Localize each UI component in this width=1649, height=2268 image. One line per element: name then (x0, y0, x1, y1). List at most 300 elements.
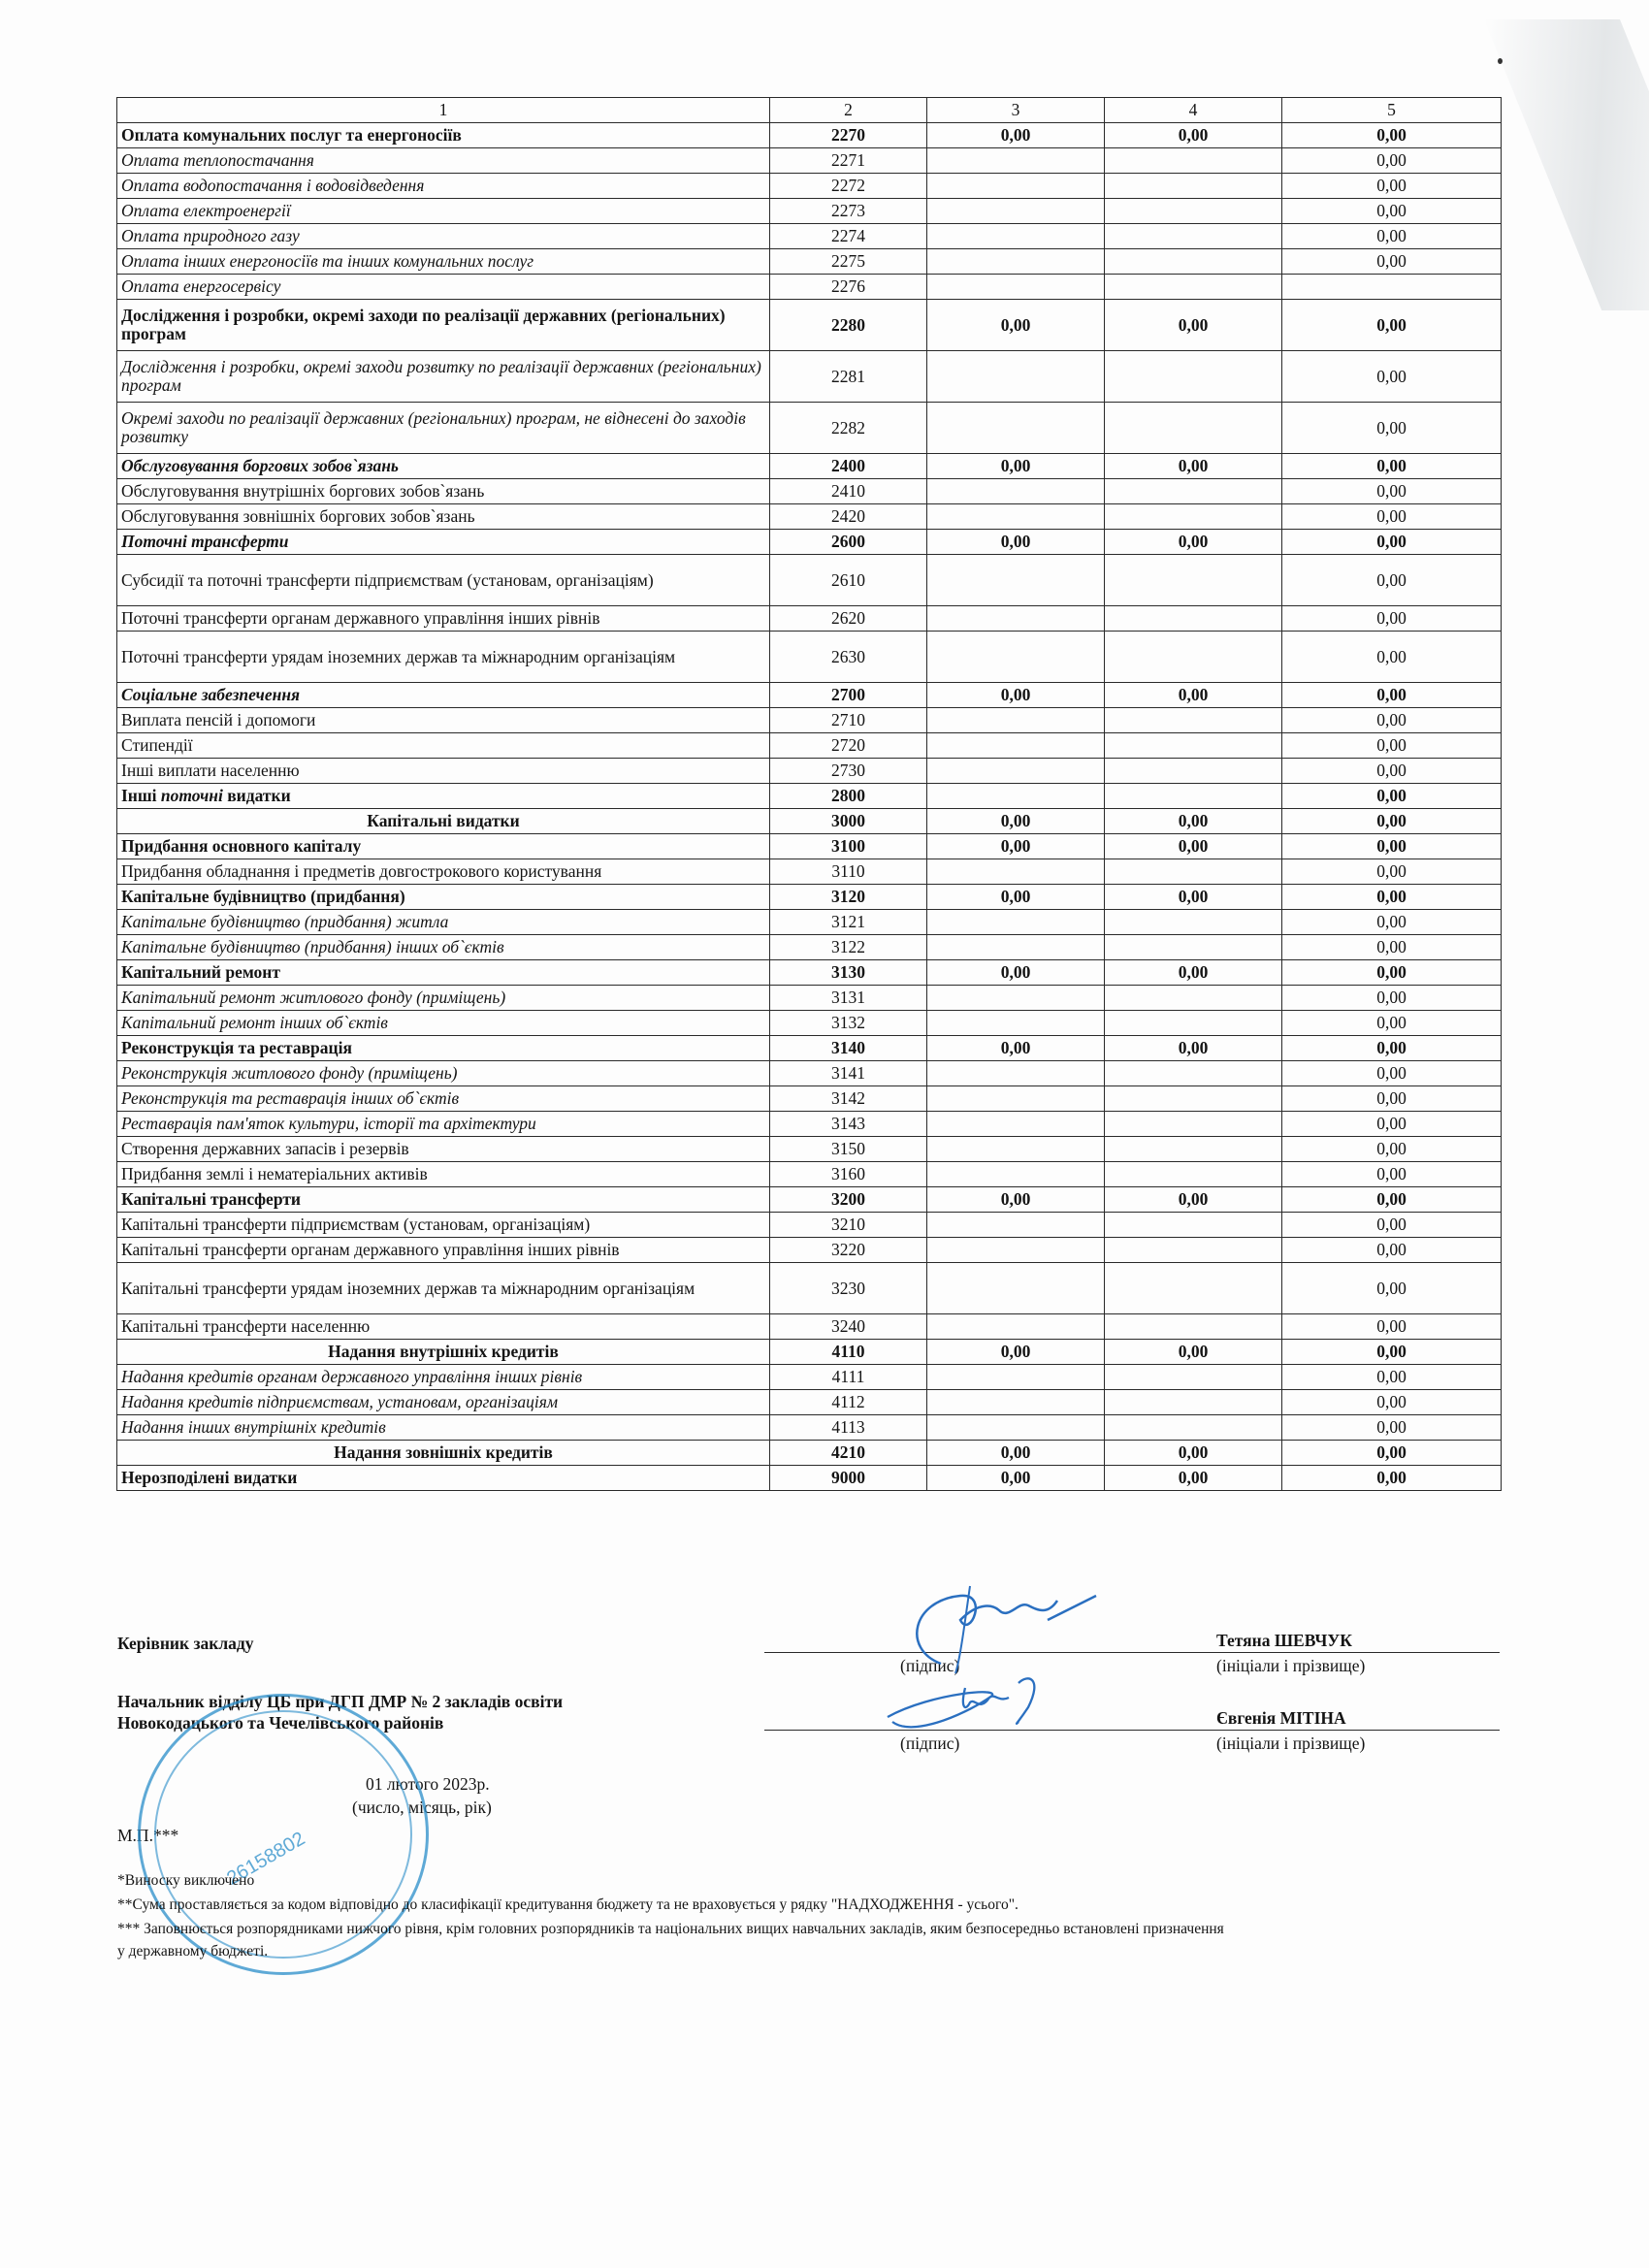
row-value-col5: 0,00 (1282, 1314, 1502, 1340)
column-header: 5 (1282, 98, 1502, 123)
row-name: Оплата природного газу (117, 224, 770, 249)
table-row (117, 1340, 1502, 1365)
row-value-col3: 0,00 (927, 123, 1105, 148)
row-code: 3131 (770, 986, 927, 1011)
row-name: Капітальні трансферти населенню (117, 1314, 770, 1340)
table-row (117, 555, 1502, 606)
row-value-col5: 0,00 (1282, 174, 1502, 199)
table-row (117, 275, 1502, 300)
row-value-col3: 0,00 (927, 1441, 1105, 1466)
row-name: Обслуговування боргових зобов`язань (117, 454, 770, 479)
row-value-col4 (1105, 935, 1282, 960)
row-code: 3132 (770, 1011, 927, 1036)
row-code: 2280 (770, 300, 927, 351)
row-value-col3 (927, 1086, 1105, 1112)
row-value-col5: 0,00 (1282, 1137, 1502, 1162)
table-row (117, 1390, 1502, 1415)
row-value-col5: 0,00 (1282, 1390, 1502, 1415)
row-value-col5: 0,00 (1282, 1263, 1502, 1314)
row-value-col5: 0,00 (1282, 1365, 1502, 1390)
head-name: Тетяна ШЕВЧУК (1216, 1631, 1352, 1650)
row-name: Поточні трансферти (117, 530, 770, 555)
row-value-col3 (927, 1112, 1105, 1137)
row-name: Оплата комунальних послуг та енергоносіїв (117, 123, 770, 148)
footnote-3: *** Заповнюється розпорядниками нижчого рівня, крім головних розпорядників та національних вищих навчальних закладів, яким безпосередньо встановлені призначення (117, 1921, 1224, 1937)
row-code: 3100 (770, 834, 927, 859)
row-name: Реконструкція та реставрація інших об`єктів (117, 1086, 770, 1112)
table-row (117, 351, 1502, 403)
row-value-col5: 0,00 (1282, 1086, 1502, 1112)
row-value-col3 (927, 632, 1105, 683)
row-name: Субсидії та поточні трансферти підприємствам (установам, організаціям) (117, 555, 770, 606)
row-code: 3143 (770, 1112, 927, 1137)
row-value-col3: 0,00 (927, 885, 1105, 910)
row-value-col5: 0,00 (1282, 733, 1502, 759)
row-value-col4 (1105, 148, 1282, 174)
row-value-col5: 0,00 (1282, 1112, 1502, 1137)
row-name: Надання кредитів органам державного управління інших рівнів (117, 1365, 770, 1390)
row-value-col5: 0,00 (1282, 683, 1502, 708)
accountant-title-line1: Начальник відділу ЦБ при ДГП ДМР № 2 закладів освіти (117, 1692, 564, 1711)
table-row (117, 1213, 1502, 1238)
row-name: Створення державних запасів і резервів (117, 1137, 770, 1162)
row-value-col4 (1105, 1112, 1282, 1137)
table-row (117, 809, 1502, 834)
row-code: 3230 (770, 1263, 927, 1314)
row-value-col4 (1105, 910, 1282, 935)
row-value-col5 (1282, 275, 1502, 300)
row-name: Придбання землі і нематеріальних активів (117, 1162, 770, 1187)
row-value-col4 (1105, 708, 1282, 733)
row-name: Капітальний ремонт житлового фонду (приміщень) (117, 986, 770, 1011)
row-name-part: Інші (121, 786, 161, 805)
row-value-col5: 0,00 (1282, 1415, 1502, 1441)
row-value-col3: 0,00 (927, 1340, 1105, 1365)
column-header: 3 (927, 98, 1105, 123)
row-code: 2272 (770, 174, 927, 199)
row-value-col4 (1105, 403, 1282, 454)
table-row (117, 1466, 1502, 1491)
row-value-col3 (927, 249, 1105, 275)
row-name-part: поточні (160, 786, 228, 805)
row-value-col4 (1105, 504, 1282, 530)
row-code: 3121 (770, 910, 927, 935)
row-value-col3: 0,00 (927, 683, 1105, 708)
row-value-col3: 0,00 (927, 1036, 1105, 1061)
row-name: Капітальні трансферти підприємствам (установам, організаціям) (117, 1213, 770, 1238)
row-value-col5: 0,00 (1282, 1162, 1502, 1187)
row-code: 3120 (770, 885, 927, 910)
row-name: Оплата енергосервісу (117, 275, 770, 300)
row-value-col3 (927, 504, 1105, 530)
row-name: Капітальний ремонт (117, 960, 770, 986)
row-name: Поточні трансферти урядам іноземних держав та міжнародним організаціям (117, 632, 770, 683)
table-row (117, 1238, 1502, 1263)
head-signature-caption: (підпис) (900, 1656, 960, 1675)
row-value-col5: 0,00 (1282, 403, 1502, 454)
row-value-col5: 0,00 (1282, 910, 1502, 935)
table-row (117, 1086, 1502, 1112)
row-value-col4: 0,00 (1105, 1340, 1282, 1365)
row-value-col3 (927, 1314, 1105, 1340)
row-value-col4: 0,00 (1105, 683, 1282, 708)
row-value-col3 (927, 733, 1105, 759)
row-code: 2271 (770, 148, 927, 174)
row-value-col3: 0,00 (927, 1466, 1105, 1491)
row-value-col3: 0,00 (927, 1187, 1105, 1213)
row-value-col3 (927, 479, 1105, 504)
row-value-col5: 0,00 (1282, 759, 1502, 784)
table-row (117, 910, 1502, 935)
row-value-col4: 0,00 (1105, 885, 1282, 910)
row-value-col4 (1105, 479, 1282, 504)
row-name: Стипендії (117, 733, 770, 759)
table-row (117, 403, 1502, 454)
row-value-col3 (927, 910, 1105, 935)
accountant-signature-caption: (підпис) (900, 1733, 960, 1753)
table-row (117, 1061, 1502, 1086)
table-row (117, 1137, 1502, 1162)
row-value-col4 (1105, 555, 1282, 606)
row-name: Капітальне будівництво (придбання) інших об`єктів (117, 935, 770, 960)
row-value-col4 (1105, 1011, 1282, 1036)
accountant-name-caption: (ініціали і прізвище) (1216, 1733, 1366, 1753)
column-header: 4 (1105, 98, 1282, 123)
row-value-col4 (1105, 249, 1282, 275)
row-name: Придбання обладнання і предметів довгострокового користування (117, 859, 770, 885)
row-code: 3122 (770, 935, 927, 960)
seal-label: М.П.*** (117, 1826, 179, 1845)
row-code: 3130 (770, 960, 927, 986)
row-name (117, 784, 770, 809)
row-value-col3 (927, 859, 1105, 885)
row-value-col4 (1105, 199, 1282, 224)
row-name: Капітальні трансферти урядам іноземних держав та міжнародним організаціям (117, 1263, 770, 1314)
row-value-col5: 0,00 (1282, 300, 1502, 351)
row-code: 3200 (770, 1187, 927, 1213)
table-row (117, 479, 1502, 504)
row-code: 3150 (770, 1137, 927, 1162)
row-value-col5: 0,00 (1282, 148, 1502, 174)
row-value-col3: 0,00 (927, 454, 1105, 479)
row-value-col3 (927, 1137, 1105, 1162)
row-code: 2610 (770, 555, 927, 606)
row-value-col4 (1105, 759, 1282, 784)
table-row (117, 960, 1502, 986)
row-value-col3 (927, 986, 1105, 1011)
row-value-col4: 0,00 (1105, 1441, 1282, 1466)
row-value-col5: 0,00 (1282, 986, 1502, 1011)
row-value-col4 (1105, 275, 1282, 300)
row-value-col4: 0,00 (1105, 809, 1282, 834)
row-value-col5: 0,00 (1282, 249, 1502, 275)
row-name: Обслуговування внутрішніх боргових зобов`язань (117, 479, 770, 504)
row-code: 2276 (770, 275, 927, 300)
row-value-col3 (927, 1061, 1105, 1086)
row-value-col5: 0,00 (1282, 859, 1502, 885)
row-value-col4: 0,00 (1105, 834, 1282, 859)
accountant-signature-icon (873, 1669, 1096, 1746)
table-row (117, 148, 1502, 174)
row-value-col3: 0,00 (927, 530, 1105, 555)
row-code: 2700 (770, 683, 927, 708)
accountant-name: Євгенія МІТІНА (1216, 1708, 1346, 1728)
row-value-col4 (1105, 1263, 1282, 1314)
row-name: Надання кредитів підприємствам, установам, організаціям (117, 1390, 770, 1415)
row-value-col4 (1105, 224, 1282, 249)
row-value-col4 (1105, 1415, 1282, 1441)
row-value-col5: 0,00 (1282, 809, 1502, 834)
footnote-3-continued: у державному бюджеті. (117, 1943, 269, 1960)
row-name: Надання зовнішніх кредитів (117, 1441, 770, 1466)
table-row (117, 123, 1502, 148)
table-row (117, 935, 1502, 960)
row-code: 2720 (770, 733, 927, 759)
row-code: 3110 (770, 859, 927, 885)
row-value-col4: 0,00 (1105, 123, 1282, 148)
row-value-col5: 0,00 (1282, 479, 1502, 504)
row-value-col4 (1105, 632, 1282, 683)
row-name: Надання інших внутрішніх кредитів (117, 1415, 770, 1441)
row-code: 2620 (770, 606, 927, 632)
row-value-col5: 0,00 (1282, 632, 1502, 683)
row-value-col4: 0,00 (1105, 1187, 1282, 1213)
row-value-col5: 0,00 (1282, 224, 1502, 249)
row-value-col3 (927, 1390, 1105, 1415)
row-name: Нерозподілені видатки (117, 1466, 770, 1491)
row-name: Дослідження і розробки, окремі заходи по реалізації державних (регіональних) програм (117, 300, 770, 351)
row-value-col5: 0,00 (1282, 454, 1502, 479)
row-code: 2400 (770, 454, 927, 479)
table-row (117, 986, 1502, 1011)
row-value-col5: 0,00 (1282, 784, 1502, 809)
table-row (117, 199, 1502, 224)
row-value-col5: 0,00 (1282, 834, 1502, 859)
row-value-col4 (1105, 859, 1282, 885)
row-value-col5: 0,00 (1282, 555, 1502, 606)
table-row (117, 733, 1502, 759)
row-value-col5: 0,00 (1282, 351, 1502, 403)
sign-date-caption: (число, місяць, рік) (352, 1798, 492, 1817)
row-code: 2420 (770, 504, 927, 530)
row-value-col4: 0,00 (1105, 300, 1282, 351)
row-value-col3 (927, 199, 1105, 224)
row-value-col3 (927, 1415, 1105, 1441)
row-name: Обслуговування зовнішніх боргових зобов`язань (117, 504, 770, 530)
row-value-col5: 0,00 (1282, 1011, 1502, 1036)
table-row (117, 174, 1502, 199)
stamp-code: 26158802 (223, 1828, 309, 1890)
page-fold-shadow (1484, 19, 1649, 310)
table-row (117, 1441, 1502, 1466)
row-value-col4 (1105, 1137, 1282, 1162)
row-value-col5: 0,00 (1282, 199, 1502, 224)
row-name: Поточні трансферти органам державного управління інших рівнів (117, 606, 770, 632)
row-code: 2273 (770, 199, 927, 224)
row-code: 3142 (770, 1086, 927, 1112)
row-code: 2281 (770, 351, 927, 403)
row-value-col3: 0,00 (927, 300, 1105, 351)
table-row (117, 249, 1502, 275)
table-row (117, 1036, 1502, 1061)
table-row (117, 1365, 1502, 1390)
row-code: 2270 (770, 123, 927, 148)
table-row (117, 784, 1502, 809)
row-code: 4110 (770, 1340, 927, 1365)
row-name: Капітальний ремонт інших об`єктів (117, 1011, 770, 1036)
row-value-col5: 0,00 (1282, 1213, 1502, 1238)
row-value-col4 (1105, 1086, 1282, 1112)
row-value-col4 (1105, 351, 1282, 403)
row-code: 2600 (770, 530, 927, 555)
row-name: Виплата пенсій і допомоги (117, 708, 770, 733)
row-code: 2410 (770, 479, 927, 504)
row-value-col3 (927, 759, 1105, 784)
table-row (117, 1263, 1502, 1314)
row-code: 4210 (770, 1441, 927, 1466)
table-row (117, 1011, 1502, 1036)
footnote-1: *Виноску виключено (117, 1872, 255, 1889)
row-name: Соціальне забезпечення (117, 683, 770, 708)
row-value-col3: 0,00 (927, 834, 1105, 859)
row-name: Оплата теплопостачання (117, 148, 770, 174)
table-row (117, 606, 1502, 632)
table-row (117, 885, 1502, 910)
row-value-col3 (927, 555, 1105, 606)
row-value-col3: 0,00 (927, 809, 1105, 834)
row-value-col4 (1105, 606, 1282, 632)
table-row (117, 1162, 1502, 1187)
row-value-col5: 0,00 (1282, 123, 1502, 148)
row-code: 2275 (770, 249, 927, 275)
row-name: Дослідження і розробки, окремі заходи розвитку по реалізації державних (регіональних) програм (117, 351, 770, 403)
expenditure-table (116, 97, 1502, 1491)
table-row (117, 300, 1502, 351)
row-value-col4 (1105, 1390, 1282, 1415)
row-value-col3 (927, 1011, 1105, 1036)
row-name: Інші виплати населенню (117, 759, 770, 784)
row-code: 3220 (770, 1238, 927, 1263)
row-value-col3 (927, 224, 1105, 249)
row-code: 2282 (770, 403, 927, 454)
row-value-col4: 0,00 (1105, 454, 1282, 479)
table-row (117, 1187, 1502, 1213)
head-title: Керівник закладу (117, 1634, 254, 1653)
row-code: 4112 (770, 1390, 927, 1415)
row-name: Капітальне будівництво (придбання) (117, 885, 770, 910)
row-value-col3 (927, 351, 1105, 403)
row-value-col5: 0,00 (1282, 504, 1502, 530)
row-value-col3 (927, 1213, 1105, 1238)
row-value-col4 (1105, 1365, 1282, 1390)
row-value-col3 (927, 1263, 1105, 1314)
row-value-col3 (927, 403, 1105, 454)
row-code: 2730 (770, 759, 927, 784)
table-header-row (117, 98, 1502, 123)
row-value-col4 (1105, 1162, 1282, 1187)
row-value-col3 (927, 708, 1105, 733)
row-value-col3 (927, 784, 1105, 809)
row-name: Надання внутрішніх кредитів (117, 1340, 770, 1365)
row-name: Оплата водопостачання і водовідведення (117, 174, 770, 199)
table-row (117, 759, 1502, 784)
table-row (117, 708, 1502, 733)
row-value-col3 (927, 1162, 1105, 1187)
table-row (117, 683, 1502, 708)
footnote-2: **Сума проставляється за кодом відповідно до класифікації кредитування бюджету та не враховується у рядку "НАДХОДЖЕННЯ - усього". (117, 1896, 1018, 1913)
row-code: 3000 (770, 809, 927, 834)
row-value-col4 (1105, 1238, 1282, 1263)
row-value-col5: 0,00 (1282, 1238, 1502, 1263)
sign-date: 01 лютого 2023р. (366, 1774, 490, 1794)
row-value-col4 (1105, 1213, 1282, 1238)
row-name: Реконструкція житлового фонду (приміщень) (117, 1061, 770, 1086)
row-value-col5: 0,00 (1282, 935, 1502, 960)
row-code: 2710 (770, 708, 927, 733)
row-value-col5: 0,00 (1282, 1061, 1502, 1086)
table-row (117, 1314, 1502, 1340)
row-value-col3 (927, 1238, 1105, 1263)
row-code: 3160 (770, 1162, 927, 1187)
row-value-col5: 0,00 (1282, 1036, 1502, 1061)
table-row (117, 224, 1502, 249)
row-code: 2800 (770, 784, 927, 809)
row-name: Реконструкція та реставрація (117, 1036, 770, 1061)
table-row (117, 530, 1502, 555)
row-value-col4: 0,00 (1105, 960, 1282, 986)
row-code: 2274 (770, 224, 927, 249)
row-code: 3210 (770, 1213, 927, 1238)
table-row (117, 1415, 1502, 1441)
column-header: 2 (770, 98, 927, 123)
row-value-col3 (927, 935, 1105, 960)
row-value-col4 (1105, 174, 1282, 199)
column-header: 1 (117, 98, 770, 123)
row-value-col5: 0,00 (1282, 530, 1502, 555)
row-code: 3140 (770, 1036, 927, 1061)
row-value-col5: 0,00 (1282, 1466, 1502, 1491)
row-code: 9000 (770, 1466, 927, 1491)
row-name: Реставрація пам'яток культури, історії та архітектури (117, 1112, 770, 1137)
row-code: 3240 (770, 1314, 927, 1340)
row-value-col5: 0,00 (1282, 1441, 1502, 1466)
row-value-col4: 0,00 (1105, 530, 1282, 555)
row-name: Капітальні трансферти (117, 1187, 770, 1213)
row-value-col5: 0,00 (1282, 1187, 1502, 1213)
row-value-col4 (1105, 1314, 1282, 1340)
table-row (117, 1112, 1502, 1137)
row-code: 4111 (770, 1365, 927, 1390)
row-value-col4: 0,00 (1105, 1466, 1282, 1491)
row-name: Капітальні видатки (117, 809, 770, 834)
table-row (117, 834, 1502, 859)
accountant-title-line2: Новокодацького та Чечелівського районів (117, 1713, 444, 1733)
row-code: 3141 (770, 1061, 927, 1086)
row-name: Капітальне будівництво (придбання) житла (117, 910, 770, 935)
row-value-col3 (927, 275, 1105, 300)
row-value-col3 (927, 1365, 1105, 1390)
row-value-col4 (1105, 784, 1282, 809)
row-name: Оплата електроенергії (117, 199, 770, 224)
row-code: 4113 (770, 1415, 927, 1441)
row-value-col5: 0,00 (1282, 960, 1502, 986)
row-value-col5: 0,00 (1282, 1340, 1502, 1365)
row-value-col5: 0,00 (1282, 885, 1502, 910)
table-row (117, 632, 1502, 683)
row-name: Оплата інших енергоносіїв та інших комунальних послуг (117, 249, 770, 275)
row-value-col5: 0,00 (1282, 606, 1502, 632)
row-value-col3 (927, 174, 1105, 199)
